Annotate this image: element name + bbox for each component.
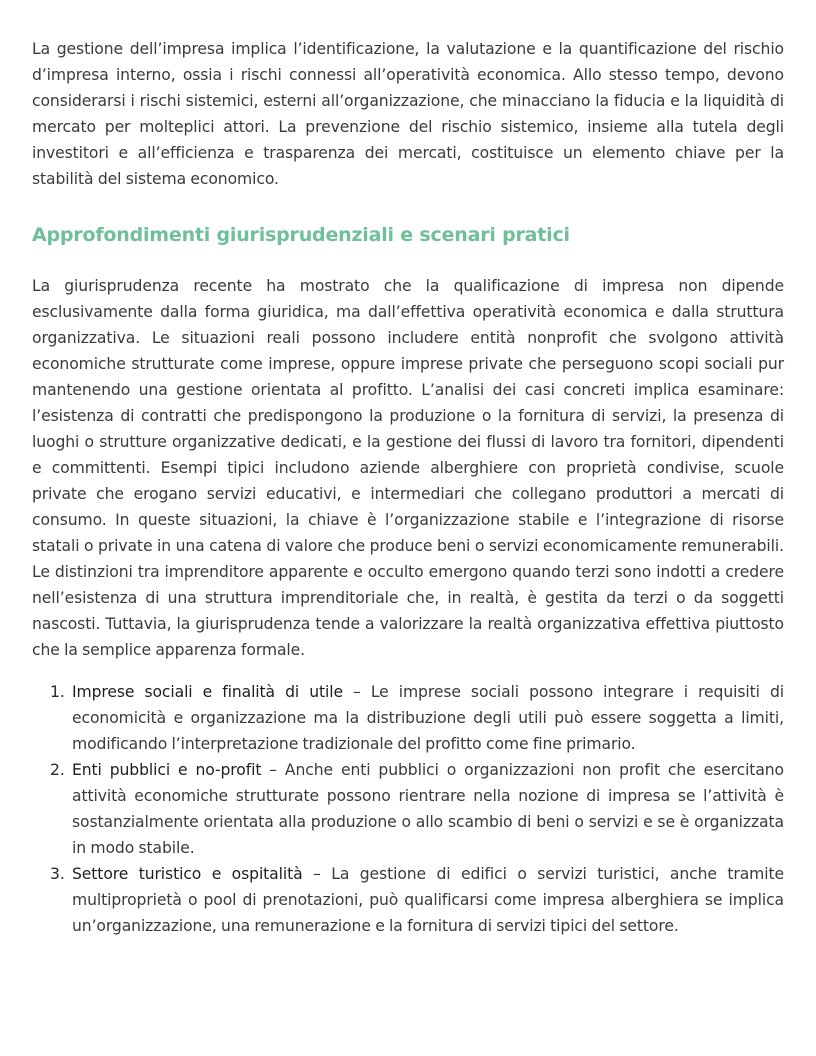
list-item-text: – Anche enti pubblici o organizzazioni non profit che esercitano attività economiche strutturate possono rientrare nella nozione di impresa se l’attività è sostanzialmente orientata alla produzione o allo scambio di beni o servizi e se è organizzata in modo stabile. (72, 761, 784, 857)
list-item-text: – La gestione di edifici o servizi turistici, anche tramite multiproprietà o pool di prenotazioni, può qualificarsi come impresa alberghiera se implica un’organizzazione, una remunerazione e la fornitura di servizi tipici del settore. (72, 865, 784, 935)
section-heading: Approfondimenti giurisprudenziali e scenari pratici (32, 224, 570, 246)
intro-paragraph: La gestione dell’impresa implica l’identificazione, la valutazione e la quantificazione del rischio d’impresa interno, ossia i rischi connessi all’operatività economica. Allo stesso tempo, devono considerarsi i rischi sistemici, esterni all’organizzazione, che minacciano la fiducia e la liquidità di mercato per molteplici attori. La prevenzione del rischio sistemico, insieme alla tutela degli investitori e all’efficienza e trasparenza dei mercati, costituisce un elemento chiave per la stabilità del sistema economico. (32, 40, 784, 188)
list-item-number: 1. (50, 683, 65, 701)
list-item-term: Settore turistico e ospitalità (72, 865, 303, 883)
list-item (32, 861, 784, 939)
numbered-list (32, 679, 784, 939)
document-page (32, 36, 784, 939)
list-item (32, 757, 784, 861)
list-item-number: 3. (50, 865, 65, 883)
section-paragraph: La giurisprudenza recente ha mostrato che la qualificazione di impresa non dipende esclusivamente dalla forma giuridica, ma dall’effettiva operatività economica e dalla struttura organizzativa. Le situazioni reali possono includere entità nonprofit che svolgono attività economiche strutturate come imprese, oppure imprese private che perseguono scopi sociali pur mantenendo una gestione orientata al profitto. L’analisi dei casi concreti implica esaminare: l’esistenza di contratti che predispongono la produzione o la fornitura di servizi, la presenza di luoghi o strutture organizzative dedicati, e la gestione dei flussi di lavoro tra fornitori, dipendenti e committenti. Esempi tipici includono aziende alberghiere con proprietà condivise, scuole private che erogano servizi educativi, e intermediari che collegano produttori a mercati di consumo. In queste situazioni, la chiave è l’organizzazione stabile e l’integrazione di risorse statali o private in una catena di valore che produce beni o servizi economicamente remunerabili. Le distinzioni tra imprenditore apparente e occulto emergono quando terzi sono indotti a credere nell’esistenza di una struttura imprenditoriale che, in realtà, è gestita da terzi o da soggetti nascosti. Tuttavia, la giurisprudenza tende a valorizzare la realtà organizzativa effettiva piuttosto che la semplice apparenza formale. (32, 277, 784, 659)
list-item-term: Enti pubblici e no-profit (72, 761, 262, 779)
list-item-number: 2. (50, 761, 65, 779)
list-item-text: – Le imprese sociali possono integrare i requisiti di economicità e organizzazione ma la distribuzione degli utili può essere soggetta a limiti, modificando l’interpretazione tradizionale del profitto come fine primario. (72, 683, 784, 753)
list-item (32, 679, 784, 757)
list-item-term: Imprese sociali e finalità di utile (72, 683, 343, 701)
